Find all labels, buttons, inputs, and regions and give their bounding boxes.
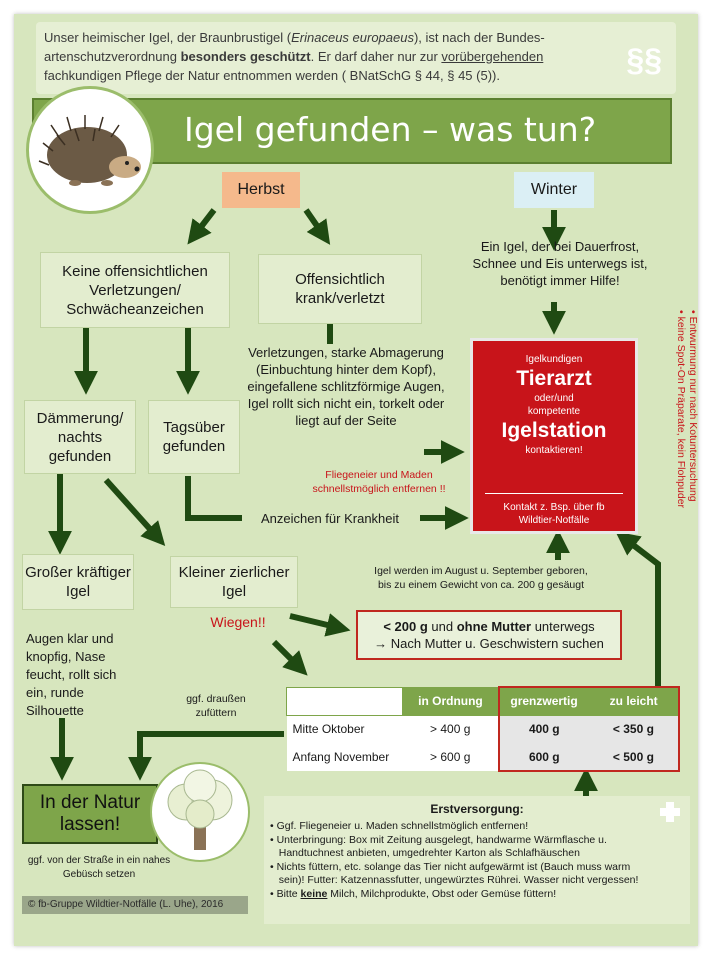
first-aid-list xyxy=(270,820,690,901)
table-row xyxy=(287,715,680,743)
node-dusk: Dämmerung/ nachts gefunden xyxy=(24,400,136,474)
table-header-row xyxy=(287,687,680,715)
tree-icon xyxy=(152,764,248,860)
poster xyxy=(14,14,698,946)
contact-text: kontaktieren! xyxy=(525,445,583,456)
table-cell: > 400 g xyxy=(403,715,499,743)
node-sick: Offensichtlich krank/verletzt xyxy=(258,254,422,324)
table-cell: Anfang November xyxy=(287,743,403,771)
vet-box xyxy=(470,338,638,534)
list-item: Handtuchnest anbieten, umgedrehter Karton als Schlafhäuschen xyxy=(270,847,580,859)
table-header: grenzwertig xyxy=(499,687,589,715)
table-cell: Mitte Oktober xyxy=(287,715,403,743)
node-big: Großer kräftiger Igel xyxy=(22,554,134,610)
list-item: • Bitte keine Milch, Milchprodukte, Obst oder Gemüse füttern! xyxy=(270,887,557,900)
first-aid-title: Erstversorgung: xyxy=(430,802,524,816)
table-cell: 400 g xyxy=(499,715,589,743)
weight-table xyxy=(286,686,680,776)
weigh-text: Wiegen!! xyxy=(210,614,266,630)
list-item: sein)! Futter: Katzennassfutter, ungewürztes Rührei. Wasser nicht vergessen! xyxy=(270,874,639,886)
arrow-weigh-table xyxy=(274,642,300,668)
feed-text: ggf. draußen zufüttern xyxy=(186,693,246,719)
vet-or: oder/und kompetente xyxy=(527,393,581,417)
protected-label: besonders geschützt xyxy=(180,49,311,64)
table-header xyxy=(287,687,403,715)
first-aid-box xyxy=(264,796,690,924)
list-item: • Unterbringung: Box mit Zeitung ausgelegt, handwarme Wärmflasche u. xyxy=(270,833,607,846)
intro-text: Unser heimischer Igel, der Braunbrustigel (Erinaceus europaeus), ist nach der Bundes- artenschutzverordnung besonders geschützt. Er darf daher nur zur vorübergehenden fachkundigen Pflege der Natur entnommen werden ( BNatSchG § 44, § 45 (5)). xyxy=(44,30,545,83)
page-title: Igel gefunden – was tun? xyxy=(184,110,597,149)
table-cell: < 500 g xyxy=(589,743,679,771)
vet-title: Tierarzt xyxy=(516,367,592,390)
table-cell: < 350 g xyxy=(589,715,679,743)
symptoms-text: Verletzungen, starke Abmagerung (Einbuchtung hinter dem Kopf), eingefallene schlitzförmige Augen, Igel rollt sich nicht ein, torkelt oder liegt auf der Seite xyxy=(247,345,445,428)
contact-example: Kontakt z. Bsp. über fb Wildtier-Notfälle xyxy=(503,502,605,526)
under200-box: < 200 g und ohne Mutter unterwegs → Nach Mutter u. Geschwistern suchen xyxy=(356,610,622,660)
table-header: zu leicht xyxy=(589,687,679,715)
born-text: Igel werden im August u. September geboren, bis zu einem Gewicht von ca. 200 g gesäugt xyxy=(374,565,588,591)
road-text: ggf. von der Straße in ein nahes Gebüsch setzen xyxy=(27,855,171,880)
arrow-daytime-signs xyxy=(188,476,242,518)
signs-text: Anzeichen für Krankheit xyxy=(260,511,400,526)
vet-pre: Igelkundigen xyxy=(525,354,583,365)
copyright-footer: © fb-Gruppe Wildtier-Notfälle (L. Uhe), 2016 xyxy=(22,896,248,914)
paragraph-icon: §§ xyxy=(626,42,662,78)
season-winter: Winter xyxy=(514,172,594,208)
table-cell: 600 g xyxy=(499,743,589,771)
arrow-herbst-left xyxy=(194,210,214,236)
flies-warning: Fliegeneier und Maden schnellstmöglich entfernen !! xyxy=(312,469,446,495)
node-daytime: Tagsüber gefunden xyxy=(148,400,240,474)
arrow-to-small xyxy=(106,480,158,538)
node-nature: In der Natur lassen! xyxy=(22,784,158,844)
vet-divider xyxy=(485,493,623,494)
arrow-herbst-right xyxy=(306,210,324,236)
station-title: Igelstation xyxy=(501,419,607,442)
tree-illustration xyxy=(150,762,250,862)
list-item: • Ggf. Fliegeneier u. Maden schnellstmöglich entfernen! xyxy=(270,820,529,832)
table-header: in Ordnung xyxy=(403,687,499,715)
winter-need-text: Ein Igel, der bei Dauerfrost, Schnee und Eis unterwegs ist, benötigt immer Hilfe! xyxy=(472,239,648,288)
first-aid-cross-icon xyxy=(658,800,682,824)
healthy-signs: Augen klar und knopfig, Nase feucht, rollt sich ein, runde Silhouette xyxy=(26,631,117,718)
side-note-line1: • keine Spot-On Präparate, kein Flohpuder xyxy=(675,310,687,509)
side-note-line2: • Entwurmung nur nach Kotuntersuchung xyxy=(687,310,699,502)
side-note xyxy=(670,310,700,560)
list-item: • Nichts füttern, etc. solange das Tier nicht aufgewärmt ist (Bauch muss warm xyxy=(270,860,631,873)
table-row xyxy=(287,743,680,771)
arrow-table-vet xyxy=(624,538,658,686)
table-cell: > 600 g xyxy=(403,743,499,771)
node-no-injury: Keine offensichtlichen Verletzungen/ Schwächeanzeichen xyxy=(40,252,230,328)
arrow-weigh-under200 xyxy=(290,616,340,628)
season-herbst: Herbst xyxy=(222,172,300,208)
latin-name: Erinaceus europaeus xyxy=(291,30,414,45)
node-small: Kleiner zierlicher Igel xyxy=(170,556,298,608)
